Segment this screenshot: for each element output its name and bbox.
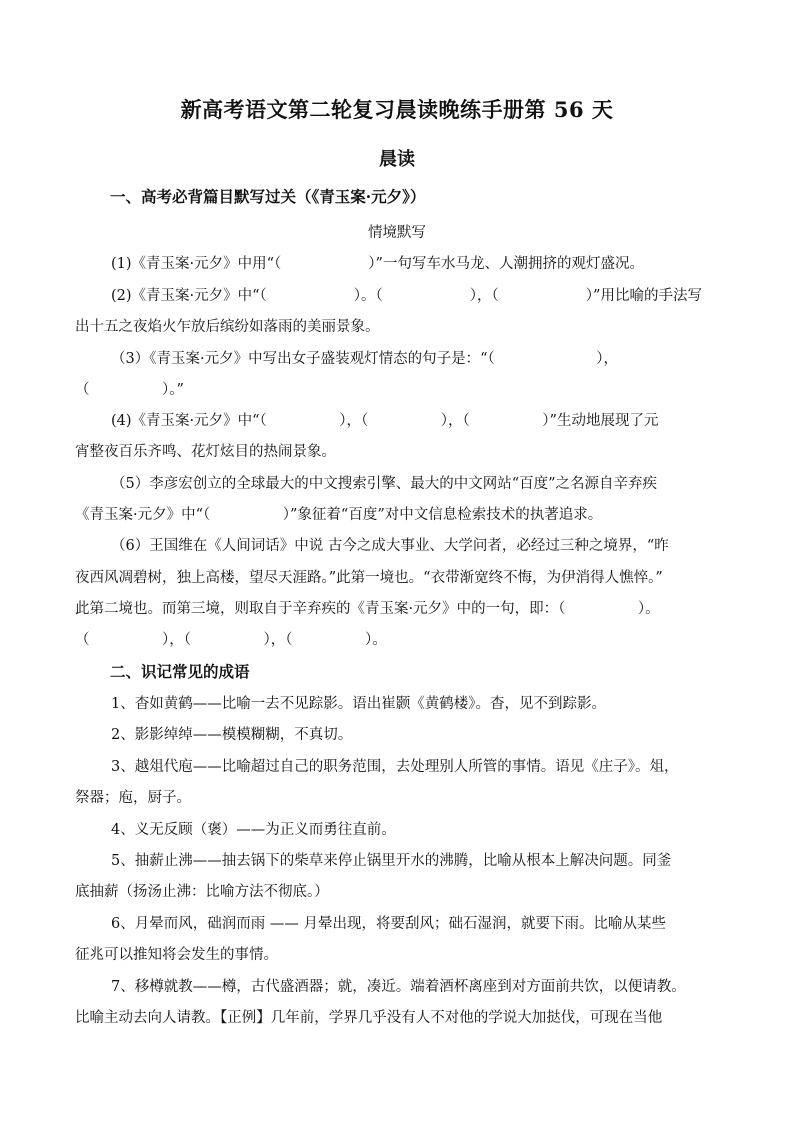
section1-line: （3）《青玉案·元夕》中写出女子盛装观灯情态的句子是：“（ ）， <box>111 351 618 367</box>
section2-line: 5、抽薪止沸——抽去锅下的柴草来停止锅里开水的沸腾，比喻从根本上解决问题。同釜 <box>111 853 672 869</box>
section2-line: 4、义无反顾（褒）——为正义而勇往直前。 <box>111 822 396 838</box>
section1-line: 出十五之夜焰火乍放后缤纷如落雨的美丽景象。 <box>75 319 380 335</box>
page-title: 新高考语文第二轮复习晨读晚练手册第 56 天 <box>180 97 614 122</box>
section1-line: 《青玉案·元夕》中“（ ）”象征着“百度”对中文信息检索技术的执著追求。 <box>75 507 603 523</box>
section1-line: （5）李彦宏创立的全球最大的中文搜索引擎、最大的中文网站“百度”之名源自辛弃疾 <box>111 476 658 492</box>
section1-line: （6）王国维在《人间词话》中说 古今之成大事业、大学问者，必经过三种之境界，“昨 <box>111 538 669 554</box>
section1-line: (1)《青玉案·元夕》中用“（ ）”一句写车水马龙、人潮拥挤的观灯盛况。 <box>111 256 644 272</box>
section1-heading: 一、高考必背篇目默写过关（《青玉案·元夕》） <box>110 187 426 206</box>
section1-subheading: 情境默写 <box>368 225 426 241</box>
section2-line: 6、月晕而风，础润而雨 —— 月晕出现，将要刮风；础石湿润，就要下雨。比喻从某些 <box>111 916 666 932</box>
section2-line: 2、影影绰绰——模模糊糊，不真切。 <box>111 727 353 743</box>
section1-line: （ ）。” <box>75 382 184 398</box>
section2-line: 祭器；庖，厨子。 <box>75 790 191 806</box>
section2-line: 征兆可以推知将会发生的事情。 <box>75 947 278 963</box>
section1-line: 此第二境也。而第三境，则取自于辛弃疾的《青玉案·元夕》中的一句，即：（ ）。 <box>75 601 660 617</box>
section2-heading: 二、识记常见的成语 <box>110 662 250 681</box>
page-subtitle: 晨读 <box>379 149 415 170</box>
section1-line: （ ），（ ），（ ）。 <box>75 632 387 648</box>
section2-line: 3、越俎代庖——比喻超过自己的职务范围，去处理别人所管的事情。语见《庄子》。俎， <box>111 759 679 775</box>
section2-line: 7、移樽就教——樽，古代盛酒器；就，凑近。端着酒杯离座到对方面前共饮，以便请教。 <box>111 979 686 995</box>
section1-line: 夜西风凋碧树，独上高楼，望尽天涯路。”此第一境也。“衣带渐宽终不悔，为伊消得人憔悴。” <box>75 570 663 586</box>
section2-line: 比喻主动去向人请教。【正例】几年前，学界几乎没有人不对他的学说大加挞伐，可现在当他 <box>75 1010 663 1026</box>
section1-line: (4)《青玉案·元夕》中“（ ），（ ），（ ）”生动地展现了元 <box>111 413 659 429</box>
section1-line: 宵整夜百乐齐鸣、花灯炫目的热闹景象。 <box>75 444 336 460</box>
section2-line: 底抽薪（扬汤止沸：比喻方法不彻底。） <box>75 884 329 900</box>
section2-line: 1、杳如黄鹤——比喻一去不见踪影。语出崔颢《黄鹤楼》。杳，见不到踪影。 <box>111 696 606 712</box>
section1-line: (2)《青玉案·元夕》中“（ ）。（ ），（ ）”用比喻的手法写 <box>111 288 702 304</box>
